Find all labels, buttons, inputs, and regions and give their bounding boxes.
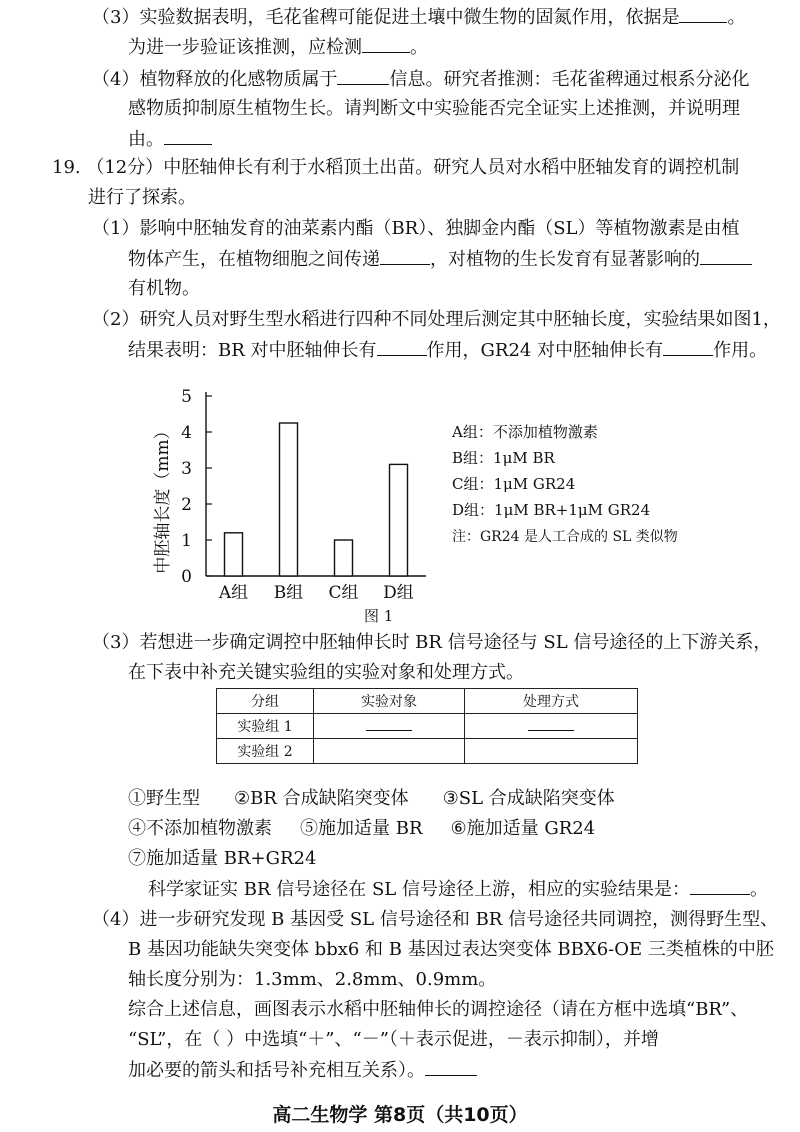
q19-intro-line2: 进行了探索。 <box>88 187 196 208</box>
answer-blank[interactable] <box>362 34 410 53</box>
options-line1 <box>128 786 615 812</box>
options-line3: ⑦施加适量 BR+GR24 <box>128 848 317 869</box>
q19-p4-line2: B 基因功能缺失突变体 bbx6 和 B 基因过表达突变体 BBX6-OE 三类植株的中胚 <box>128 939 774 960</box>
experiment-table <box>216 688 638 764</box>
table-header: 实验对象 <box>314 689 465 714</box>
bar-1 <box>225 533 243 576</box>
table-cell: 实验组 1 <box>217 714 314 739</box>
legend-c: C组：1μM GR24 <box>452 475 576 493</box>
q19-p4-line6: 加必要的箭头和括号补充相互关系）。 <box>128 1057 477 1083</box>
x-tick-label: C组 <box>328 583 359 603</box>
answer-blank[interactable] <box>164 126 212 145</box>
table-row <box>217 739 638 764</box>
table-cell[interactable] <box>314 739 465 764</box>
q19-p1-line3: 有机物。 <box>128 278 200 299</box>
q18-p4-line2: 感物质抑制原生植物生长。请判断文中实验能否完全证实上述推测，并说明理 <box>128 98 740 119</box>
answer-blank[interactable] <box>663 337 713 356</box>
q19-p2-line1: （2）研究人员对野生型水稻进行四种不同处理后测定其中胚轴长度，实验结果如图1， <box>92 309 781 330</box>
y-tick-label: 0 <box>181 567 192 587</box>
y-tick-label: 3 <box>181 459 192 479</box>
table-cell: 实验组 2 <box>217 739 314 764</box>
answer-blank[interactable] <box>425 1057 477 1076</box>
q18-p4-line1: （4）植物释放的化感物质属于 信息。研究者推测：毛花雀稗通过根系分泌化 <box>92 66 749 92</box>
q19-p3-line2: 在下表中补充关键实验组的实验对象和处理方式。 <box>128 662 524 683</box>
table-header-row <box>217 689 638 714</box>
option-2: ②BR 合成缺陷突变体 <box>234 788 409 809</box>
answer-blank[interactable] <box>700 246 752 265</box>
figure-1-bar-chart <box>140 380 440 630</box>
bar-2 <box>280 423 298 576</box>
q19-p3-conclusion: 科学家证实 BR 信号途径在 SL 信号途径上游，相应的实验结果是： 。 <box>148 876 768 902</box>
answer-blank[interactable] <box>366 718 412 731</box>
option-1: ①野生型 <box>128 788 200 809</box>
legend-b: B组：1μM BR <box>452 449 555 467</box>
q19-p3-line1: （3）若想进一步确定调控中胚轴伸长时 BR 信号途径与 SL 信号途径的上下游关系， <box>92 632 772 653</box>
bar-4 <box>390 464 408 576</box>
legend-d: D组：1μM BR+1μM GR24 <box>452 501 651 519</box>
q19-p4-line5: “SL”，在（ ）中选填“＋”、“－”（＋表示促进，－表示抑制），并增 <box>128 1029 659 1050</box>
answer-blank[interactable] <box>377 337 427 356</box>
option-3: ③SL 合成缺陷突变体 <box>442 788 615 809</box>
q19-p4-line3: 轴长度分别为：1.3mm、2.8mm、0.9mm。 <box>128 969 497 990</box>
table-row <box>217 714 638 739</box>
q19-p4-line1: （4）进一步研究发现 B 基因受 SL 信号途径和 BR 信号途径共同调控，测得野生型、 <box>92 909 779 930</box>
option-6: ⑥施加适量 GR24 <box>450 818 596 839</box>
y-tick-label: 1 <box>181 531 192 551</box>
y-tick-label: 4 <box>181 423 192 443</box>
answer-blank[interactable] <box>380 246 430 265</box>
x-tick-label: D组 <box>383 583 414 603</box>
answer-blank[interactable] <box>690 876 750 895</box>
y-tick-label: 5 <box>181 387 192 407</box>
q19-intro-line1: 19. （12分）中胚轴伸长有利于水稻顶土出苗。研究人员对水稻中胚轴发育的调控机制 <box>52 157 740 178</box>
table-cell[interactable] <box>465 714 638 739</box>
option-5: ⑤施加适量 BR <box>300 818 423 839</box>
q19-p1-line1: （1）影响中胚轴发育的油菜素内酯（BR）、独脚金内酯（SL）等植物激素是由植 <box>92 218 740 239</box>
legend-a: A组：不添加植物激素 <box>452 423 598 441</box>
answer-blank[interactable] <box>337 66 389 85</box>
legend-note: 注：GR24 是人工合成的 SL 类似物 <box>452 529 678 545</box>
option-4: ④不添加植物激素 <box>128 818 272 839</box>
x-tick-label: B组 <box>273 583 304 603</box>
q19-p1-line2: 物体产生，在植物细胞之间传递 ，对植物的生长发育有显著影响的 <box>128 246 752 272</box>
q18-p3-line2: 为进一步验证该推测，应检测 。 <box>128 34 428 60</box>
chart-bars <box>225 423 408 576</box>
q18-p4-line3: 由。 <box>128 126 212 152</box>
options-line2 <box>128 816 595 842</box>
q19-p2-line2: 结果表明：BR 对中胚轴伸长有 作用，GR24 对中胚轴伸长有 作用。 <box>128 337 767 363</box>
q18-p3-line1: （3）实验数据表明，毛花雀稗可能促进土壤中微生物的固氮作用，依据是 。 <box>92 4 745 30</box>
bar-3 <box>335 540 353 576</box>
answer-blank[interactable] <box>679 4 727 23</box>
table-header: 处理方式 <box>465 689 638 714</box>
table-cell[interactable] <box>465 739 638 764</box>
x-tick-label: A组 <box>218 583 249 603</box>
table-cell[interactable] <box>314 714 465 739</box>
figure-caption: 图 1 <box>364 607 394 625</box>
answer-blank[interactable] <box>528 718 574 731</box>
y-axis-label: 中胚轴长度（mm） <box>153 422 173 574</box>
q19-p4-line4: 综合上述信息，画图表示水稻中胚轴伸长的调控途径（请在方框中选填“BR”、 <box>128 999 749 1020</box>
page-footer: 高二生物学 第8页（共10页） <box>272 1104 528 1126</box>
table-header: 分组 <box>217 689 314 714</box>
y-tick-label: 2 <box>181 495 192 515</box>
